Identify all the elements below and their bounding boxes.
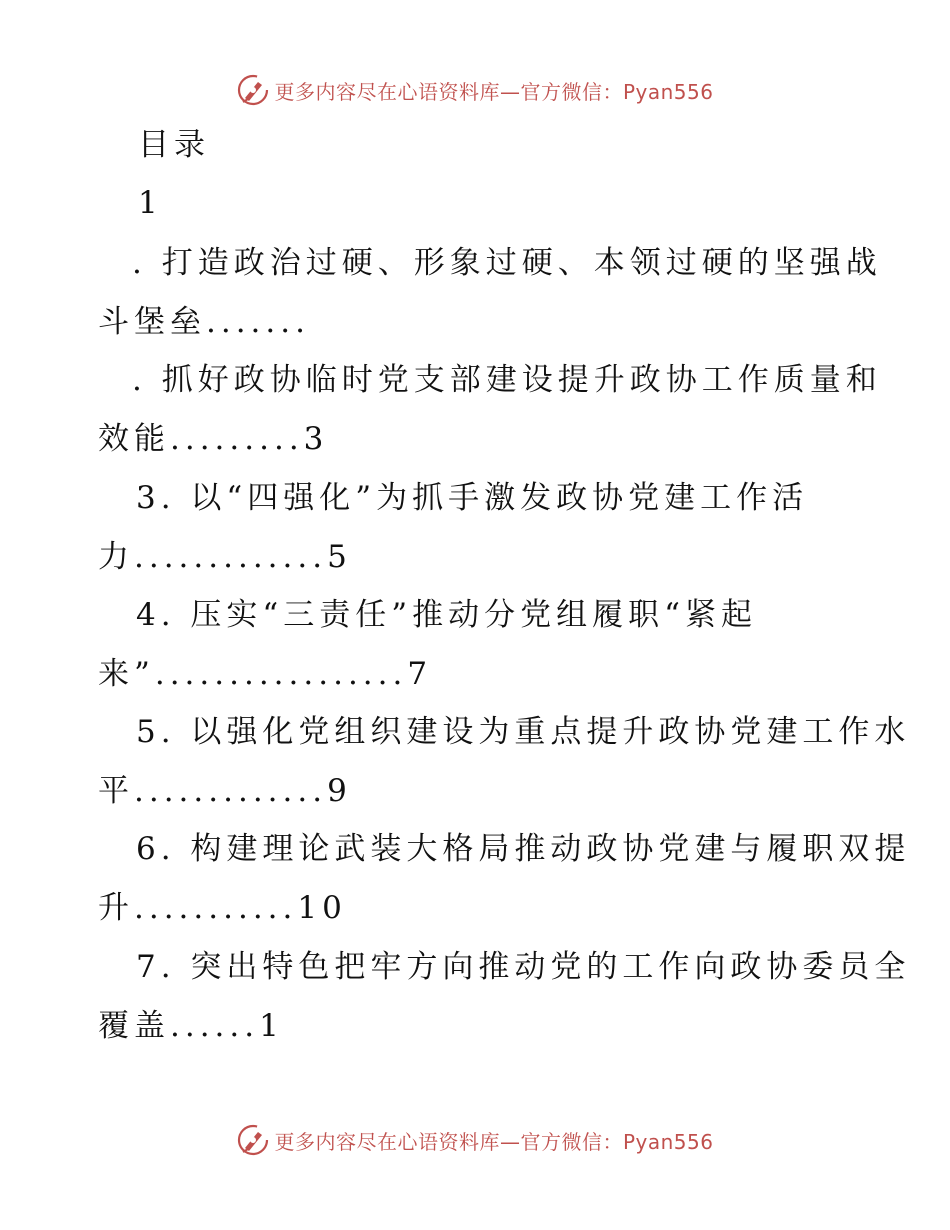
toc-number: 1 bbox=[138, 185, 163, 221]
toc-entry-2-line-1: . 抓好政协临时党支部建设提升政协工作质量和 bbox=[132, 362, 882, 398]
toc-entry-3-line-2: 力.............5 bbox=[98, 539, 352, 575]
toc-entry-3-line-1: 3. 以“四强化”为抓手激发政协党建工作活 bbox=[136, 480, 809, 516]
footer-banner bbox=[0, 1120, 950, 1160]
toc-entry-1-line-1: . 打造政治过硬、形象过硬、本领过硬的坚强战 bbox=[132, 245, 882, 281]
toc-entry-5-line-2: 平.............9 bbox=[98, 773, 352, 809]
header-banner bbox=[0, 70, 950, 110]
toc-entry-4-line-2: 来”.................7 bbox=[98, 656, 433, 692]
toc-title: 目录 bbox=[138, 127, 210, 163]
toc-entry-7-line-2: 覆盖......1 bbox=[98, 1008, 284, 1044]
toc-entry-4-line-1: 4. 压实“三责任”推动分党组履职“紧起 bbox=[136, 597, 757, 633]
toc-entry-6-line-2: 升...........10 bbox=[98, 890, 347, 926]
toc-entry-2-line-2: 效能.........3 bbox=[98, 421, 329, 457]
pen-logo-icon bbox=[236, 73, 270, 107]
footer-banner-text: 更多内容尽在心语资料库—官方微信：Pyan556 bbox=[274, 1129, 714, 1154]
pen-logo-icon bbox=[236, 1123, 270, 1157]
toc-entry-6-line-1: 6. 构建理论武装大格局推动政协党建与履职双提 bbox=[136, 831, 911, 867]
toc-entry-7-line-1: 7. 突出特色把牢方向推动党的工作向政协委员全 bbox=[136, 949, 911, 985]
toc-entry-5-line-1: 5. 以强化党组织建设为重点提升政协党建工作水 bbox=[136, 714, 911, 750]
toc-entry-1-line-2: 斗堡垒....... bbox=[98, 304, 310, 340]
header-banner-text: 更多内容尽在心语资料库—官方微信：Pyan556 bbox=[274, 79, 714, 104]
